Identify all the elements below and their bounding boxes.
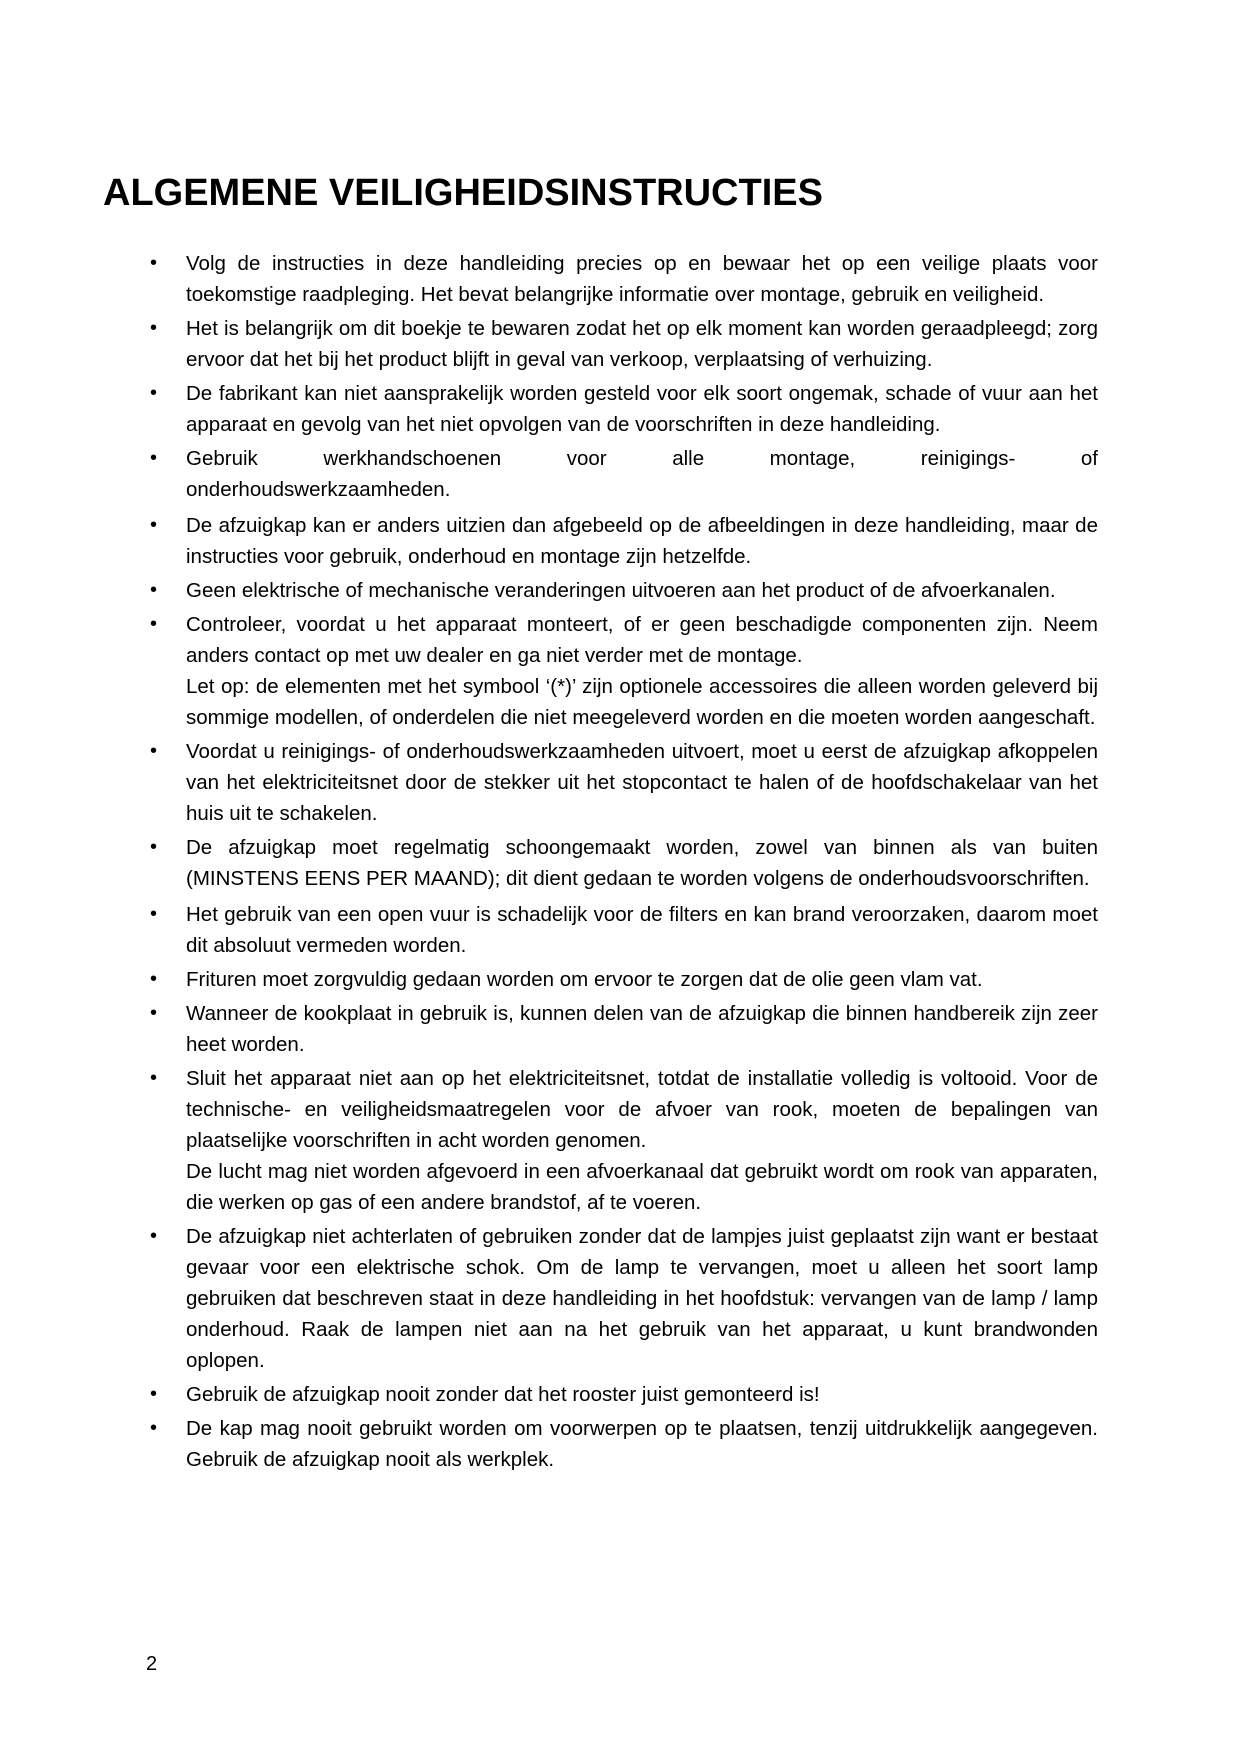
bullet-icon: •: [150, 836, 158, 858]
list-item-text: onderhoudswerkzaamheden.: [186, 478, 451, 501]
list-item-text: Volg de instructies in deze handleiding precies op en bewaar het op een veilige plaats voor toekomstige raadpleging. Het bevat belangrijke informatie over montage, gebruik en veiligheid.: [186, 252, 1098, 306]
list-item: [150, 510, 1098, 572]
list-item-text: Gebruik de afzuigkap nooit zonder dat het rooster juist gemonteerd is!: [186, 1383, 820, 1406]
list-item-text: Gebruik werkhandschoenen voor alle montage, reinigings- of: [186, 447, 1098, 470]
list-item: [150, 899, 1098, 961]
bullet-icon: •: [150, 317, 158, 339]
bullet-icon: •: [150, 447, 158, 469]
list-item: [150, 609, 1098, 733]
list-item: [150, 1063, 1098, 1218]
list-item: [150, 575, 1098, 606]
list-item-text: De afzuigkap moet regelmatig schoongemaakt worden, zowel van binnen als van buiten (MINSTENS EENS PER MAAND); dit dient gedaan te worden volgens de onderhoudsvoorschriften.: [186, 836, 1098, 890]
bullet-icon: •: [150, 579, 158, 601]
list-item-text: Wanneer de kookplaat in gebruik is, kunnen delen van de afzuigkap die binnen handbereik zijn zeer heet worden.: [186, 1002, 1098, 1056]
bullet-icon: •: [150, 1225, 158, 1247]
bullet-icon: •: [150, 1067, 158, 1089]
bullet-icon: •: [150, 968, 158, 990]
list-item: [150, 443, 1098, 505]
bullet-icon: •: [150, 740, 158, 762]
list-item: [150, 1413, 1098, 1475]
list-item: [150, 1221, 1098, 1376]
list-item-text: Het gebruik van een open vuur is schadelijk voor de filters en kan brand veroorzaken, daarom moet dit absoluut vermeden worden.: [186, 903, 1098, 957]
bullet-icon: •: [150, 514, 158, 536]
list-item: [150, 736, 1098, 829]
list-item-text: Controleer, voordat u het apparaat monteert, of er geen beschadigde componenten zijn. Neem anders contact op met uw dealer en ga niet verder met de montage.: [186, 613, 1098, 667]
list-item-text: De afzuigkap niet achterlaten of gebruiken zonder dat de lampjes juist geplaatst zijn want er bestaat gevaar voor een elektrische schok. Om de lamp te vervangen, moet u alleen het soort lamp gebruiken dat beschreven staat in deze handleiding in het hoofdstuk: vervangen van de lamp / lamp onderhoud. Raak de lampen niet aan na het gebruik van het apparaat, u kunt brandwonden oplopen.: [186, 1225, 1098, 1372]
list-item: [150, 313, 1098, 375]
list-item-text: Voordat u reinigings- of onderhoudswerkzaamheden uitvoert, moet u eerst de afzuigkap afkoppelen van het elektriciteitsnet door de stekker uit het stopcontact te halen of de hoofdschakelaar van het huis uit te schakelen.: [186, 740, 1098, 825]
bullet-icon: •: [150, 1383, 158, 1405]
list-item-note: De lucht mag niet worden afgevoerd in een afvoerkanaal dat gebruikt wordt om rook van apparaten, die werken op gas of een andere brandstof, af te voeren.: [186, 1160, 1098, 1214]
list-item-text: De fabrikant kan niet aansprakelijk worden gesteld voor elk soort ongemak, schade of vuur aan het apparaat en gevolg van het niet opvolgen van de voorschriften in deze handleiding.: [186, 382, 1098, 436]
bullet-icon: •: [150, 252, 158, 274]
bullet-icon: •: [150, 903, 158, 925]
bullet-icon: •: [150, 613, 158, 635]
list-item-text: De afzuigkap kan er anders uitzien dan afgebeeld op de afbeeldingen in deze handleiding, maar de instructies voor gebruik, onderhoud en montage zijn hetzelfde.: [186, 514, 1098, 568]
page-number: 2: [146, 1653, 158, 1675]
page-title: ALGEMENE VEILIGHEIDSINSTRUCTIES: [103, 172, 823, 214]
list-item-text: Geen elektrische of mechanische veranderingen uitvoeren aan het product of de afvoerkanalen.: [186, 579, 1056, 602]
safety-instruction-list: [150, 248, 1098, 1478]
list-item: [150, 378, 1098, 440]
bullet-icon: •: [150, 1002, 158, 1024]
list-item-note: Let op: de elementen met het symbool ‘(*)’ zijn optionele accessoires die alleen worden geleverd bij sommige modellen, of onderdelen die niet meegeleverd worden en die moeten worden aangeschaft.: [186, 675, 1098, 729]
list-item: [150, 998, 1098, 1060]
list-item-text: Het is belangrijk om dit boekje te bewaren zodat het op elk moment kan worden geraadpleegd; zorg ervoor dat het bij het product blijft in geval van verkoop, verplaatsing of verhuizing.: [186, 317, 1098, 371]
list-item-text: Frituren moet zorgvuldig gedaan worden om ervoor te zorgen dat de olie geen vlam vat.: [186, 968, 983, 991]
bullet-icon: •: [150, 1417, 158, 1439]
list-item: [150, 832, 1098, 894]
list-item-text: De kap mag nooit gebruikt worden om voorwerpen op te plaatsen, tenzij uitdrukkelijk aangegeven. Gebruik de afzuigkap nooit als werkplek.: [186, 1417, 1098, 1471]
list-item-text: Sluit het apparaat niet aan op het elektriciteitsnet, totdat de installatie volledig is voltooid. Voor de technische- en veiligheidsmaatregelen voor de afvoer van rook, moeten de bepalingen van plaatselijke voorschriften in acht worden genomen.: [186, 1067, 1098, 1152]
list-item: [150, 248, 1098, 310]
list-item: [150, 1379, 1098, 1410]
bullet-icon: •: [150, 382, 158, 404]
list-item: [150, 964, 1098, 995]
